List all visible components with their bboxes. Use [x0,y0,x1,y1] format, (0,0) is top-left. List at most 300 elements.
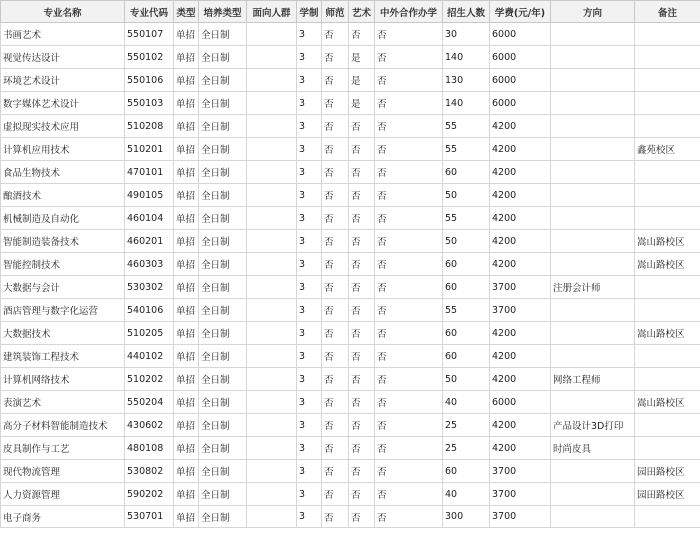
cell-duration: 3 [297,161,322,184]
cell-enrollment: 40 [443,483,490,506]
cell-joint-program: 否 [375,46,443,69]
cell-remark: 园田路校区 [635,483,700,506]
cell-enrollment: 25 [443,414,490,437]
cell-direction: 产品设计3D打印 [551,414,635,437]
cell-type: 单招 [174,437,199,460]
cell-tuition: 4200 [490,207,551,230]
cell-remark [635,207,700,230]
header-art[interactable]: 艺术 [349,1,375,23]
cell-tuition: 4200 [490,253,551,276]
table-row [1,23,700,46]
cell-duration: 3 [297,460,322,483]
cell-normal: 否 [322,207,349,230]
cell-type: 单招 [174,230,199,253]
cell-duration: 3 [297,368,322,391]
cell-normal: 否 [322,230,349,253]
cell-direction [551,322,635,345]
cell-major-code: 460104 [125,207,174,230]
cell-study-mode: 全日制 [199,437,247,460]
cell-normal: 否 [322,322,349,345]
cell-type: 单招 [174,506,199,528]
cell-joint-program: 否 [375,207,443,230]
header-joint-program[interactable]: 中外合作办学 [375,1,443,23]
cell-duration: 3 [297,414,322,437]
cell-major-code: 510202 [125,368,174,391]
cell-tuition: 4200 [490,414,551,437]
cell-duration: 3 [297,23,322,46]
cell-major-code: 530302 [125,276,174,299]
header-target-group[interactable]: 面向人群 [247,1,297,23]
cell-study-mode: 全日制 [199,345,247,368]
cell-type: 单招 [174,368,199,391]
cell-normal: 否 [322,46,349,69]
cell-enrollment: 55 [443,299,490,322]
cell-normal: 否 [322,460,349,483]
cell-tuition: 3700 [490,460,551,483]
cell-normal: 否 [322,345,349,368]
table-row [1,506,700,528]
cell-enrollment: 50 [443,184,490,207]
cell-joint-program: 否 [375,414,443,437]
cell-study-mode: 全日制 [199,276,247,299]
cell-tuition: 3700 [490,506,551,528]
cell-duration: 3 [297,92,322,115]
cell-major-code: 590202 [125,483,174,506]
cell-target-group [247,115,297,138]
cell-major-code: 470101 [125,161,174,184]
cell-tuition: 4200 [490,437,551,460]
cell-enrollment: 55 [443,138,490,161]
table-header [1,1,700,23]
cell-direction: 注册会计师 [551,276,635,299]
cell-normal: 否 [322,391,349,414]
header-major-name[interactable]: 专业名称 [1,1,125,23]
cell-tuition: 4200 [490,161,551,184]
cell-art: 否 [349,253,375,276]
cell-type: 单招 [174,322,199,345]
cell-enrollment: 30 [443,23,490,46]
cell-enrollment: 140 [443,92,490,115]
cell-duration: 3 [297,69,322,92]
cell-direction: 时尚皮具 [551,437,635,460]
cell-remark: 嵩山路校区 [635,322,700,345]
cell-normal: 否 [322,276,349,299]
cell-art: 否 [349,506,375,528]
cell-normal: 否 [322,161,349,184]
cell-study-mode: 全日制 [199,368,247,391]
table-row [1,230,700,253]
cell-remark [635,23,700,46]
cell-major-name: 电子商务 [1,506,125,528]
cell-remark: 嵩山路校区 [635,230,700,253]
cell-type: 单招 [174,391,199,414]
cell-remark: 鑫苑校区 [635,138,700,161]
cell-remark [635,506,700,528]
cell-normal: 否 [322,23,349,46]
cell-study-mode: 全日制 [199,23,247,46]
cell-direction [551,391,635,414]
cell-enrollment: 300 [443,506,490,528]
cell-major-name: 表演艺术 [1,391,125,414]
cell-normal: 否 [322,138,349,161]
cell-type: 单招 [174,276,199,299]
cell-target-group [247,184,297,207]
cell-target-group [247,69,297,92]
cell-major-code: 460201 [125,230,174,253]
cell-direction [551,161,635,184]
cell-joint-program: 否 [375,253,443,276]
header-direction[interactable]: 方向 [551,1,635,23]
cell-study-mode: 全日制 [199,138,247,161]
cell-normal: 否 [322,299,349,322]
cell-art: 否 [349,161,375,184]
cell-tuition: 4200 [490,184,551,207]
cell-duration: 3 [297,391,322,414]
cell-enrollment: 50 [443,230,490,253]
cell-duration: 3 [297,506,322,528]
cell-study-mode: 全日制 [199,115,247,138]
cell-joint-program: 否 [375,506,443,528]
cell-enrollment: 60 [443,322,490,345]
cell-major-name: 现代物流管理 [1,460,125,483]
cell-direction [551,230,635,253]
cell-tuition: 6000 [490,391,551,414]
cell-type: 单招 [174,345,199,368]
cell-target-group [247,391,297,414]
cell-direction [551,483,635,506]
cell-enrollment: 60 [443,460,490,483]
cell-tuition: 4200 [490,138,551,161]
cell-target-group [247,322,297,345]
cell-direction [551,506,635,528]
cell-duration: 3 [297,230,322,253]
cell-major-code: 480108 [125,437,174,460]
table-row [1,115,700,138]
cell-target-group [247,207,297,230]
header-type[interactable]: 类型 [174,1,199,23]
cell-target-group [247,368,297,391]
cell-joint-program: 否 [375,299,443,322]
cell-target-group [247,460,297,483]
cell-enrollment: 130 [443,69,490,92]
cell-joint-program: 否 [375,23,443,46]
header-major-code[interactable]: 专业代码 [125,1,174,23]
cell-tuition: 3700 [490,276,551,299]
cell-major-name: 计算机应用技术 [1,138,125,161]
cell-target-group [247,414,297,437]
cell-remark [635,368,700,391]
cell-art: 否 [349,299,375,322]
cell-study-mode: 全日制 [199,230,247,253]
cell-major-name: 大数据技术 [1,322,125,345]
cell-enrollment: 140 [443,46,490,69]
header-remark[interactable]: 备注 [635,1,700,23]
cell-enrollment: 55 [443,115,490,138]
cell-target-group [247,299,297,322]
header-study-mode[interactable]: 培养类型 [199,1,247,23]
cell-type: 单招 [174,161,199,184]
cell-tuition: 6000 [490,23,551,46]
cell-type: 单招 [174,299,199,322]
cell-major-name: 虚拟现实技术应用 [1,115,125,138]
header-row [1,1,700,23]
table-row [1,414,700,437]
cell-type: 单招 [174,46,199,69]
cell-normal: 否 [322,437,349,460]
cell-major-code: 540106 [125,299,174,322]
cell-major-code: 550102 [125,46,174,69]
table-row [1,368,700,391]
cell-duration: 3 [297,299,322,322]
cell-major-code: 550103 [125,92,174,115]
cell-study-mode: 全日制 [199,184,247,207]
cell-study-mode: 全日制 [199,253,247,276]
cell-major-name: 环境艺术设计 [1,69,125,92]
cell-direction [551,207,635,230]
cell-enrollment: 60 [443,345,490,368]
cell-duration: 3 [297,483,322,506]
cell-major-code: 440102 [125,345,174,368]
cell-duration: 3 [297,207,322,230]
cell-direction [551,23,635,46]
cell-art: 否 [349,322,375,345]
cell-remark [635,414,700,437]
cell-tuition: 4200 [490,322,551,345]
table-row [1,299,700,322]
cell-major-code: 510201 [125,138,174,161]
cell-art: 否 [349,207,375,230]
cell-remark [635,161,700,184]
cell-remark [635,46,700,69]
cell-remark [635,92,700,115]
cell-art: 否 [349,138,375,161]
cell-direction [551,460,635,483]
cell-target-group [247,92,297,115]
cell-duration: 3 [297,437,322,460]
cell-direction [551,46,635,69]
table-row [1,161,700,184]
cell-art: 是 [349,69,375,92]
cell-enrollment: 25 [443,437,490,460]
cell-art: 是 [349,46,375,69]
cell-joint-program: 否 [375,138,443,161]
cell-joint-program: 否 [375,184,443,207]
header-duration[interactable]: 学制 [297,1,322,23]
cell-target-group [247,483,297,506]
cell-tuition: 6000 [490,69,551,92]
cell-study-mode: 全日制 [199,460,247,483]
cell-remark [635,69,700,92]
cell-major-code: 550107 [125,23,174,46]
cell-major-name: 皮具制作与工艺 [1,437,125,460]
cell-major-code: 530802 [125,460,174,483]
cell-duration: 3 [297,345,322,368]
cell-joint-program: 否 [375,483,443,506]
cell-tuition: 4200 [490,368,551,391]
table-row [1,345,700,368]
cell-enrollment: 60 [443,253,490,276]
cell-major-code: 550106 [125,69,174,92]
cell-joint-program: 否 [375,368,443,391]
cell-type: 单招 [174,253,199,276]
cell-major-code: 510208 [125,115,174,138]
cell-remark [635,345,700,368]
cell-major-name: 大数据与会计 [1,276,125,299]
cell-joint-program: 否 [375,391,443,414]
table-body [1,23,700,528]
cell-direction [551,345,635,368]
table-row [1,138,700,161]
cell-art: 否 [349,368,375,391]
cell-art: 否 [349,437,375,460]
cell-remark [635,276,700,299]
cell-duration: 3 [297,322,322,345]
cell-direction [551,92,635,115]
cell-normal: 否 [322,506,349,528]
cell-type: 单招 [174,460,199,483]
cell-study-mode: 全日制 [199,92,247,115]
cell-target-group [247,230,297,253]
cell-remark [635,184,700,207]
cell-major-name: 计算机网络技术 [1,368,125,391]
header-enrollment[interactable]: 招生人数 [443,1,490,23]
cell-type: 单招 [174,207,199,230]
cell-remark [635,115,700,138]
cell-normal: 否 [322,92,349,115]
cell-enrollment: 60 [443,161,490,184]
table-row [1,69,700,92]
cell-study-mode: 全日制 [199,391,247,414]
cell-major-name: 视觉传达设计 [1,46,125,69]
cell-tuition: 3700 [490,483,551,506]
cell-joint-program: 否 [375,161,443,184]
table-row [1,460,700,483]
cell-normal: 否 [322,69,349,92]
cell-enrollment: 55 [443,207,490,230]
table-row [1,253,700,276]
cell-joint-program: 否 [375,92,443,115]
table-row [1,92,700,115]
cell-art: 否 [349,276,375,299]
cell-tuition: 6000 [490,92,551,115]
cell-direction [551,115,635,138]
cell-target-group [247,138,297,161]
cell-art: 是 [349,92,375,115]
cell-type: 单招 [174,184,199,207]
cell-tuition: 3700 [490,299,551,322]
cell-study-mode: 全日制 [199,322,247,345]
cell-major-name: 食品生物技术 [1,161,125,184]
cell-remark: 嵩山路校区 [635,253,700,276]
cell-direction [551,138,635,161]
cell-type: 单招 [174,92,199,115]
cell-target-group [247,506,297,528]
cell-major-name: 酒店管理与数字化运营 [1,299,125,322]
cell-tuition: 4200 [490,230,551,253]
cell-duration: 3 [297,138,322,161]
cell-direction [551,184,635,207]
cell-enrollment: 50 [443,368,490,391]
table-row [1,184,700,207]
cell-art: 否 [349,115,375,138]
cell-duration: 3 [297,253,322,276]
cell-target-group [247,253,297,276]
cell-art: 否 [349,391,375,414]
cell-tuition: 4200 [490,345,551,368]
cell-remark [635,299,700,322]
cell-study-mode: 全日制 [199,483,247,506]
cell-type: 单招 [174,483,199,506]
cell-enrollment: 40 [443,391,490,414]
cell-major-name: 酿酒技术 [1,184,125,207]
cell-major-name: 人力资源管理 [1,483,125,506]
cell-study-mode: 全日制 [199,207,247,230]
cell-direction: 网络工程师 [551,368,635,391]
cell-art: 否 [349,345,375,368]
cell-major-name: 机械制造及自动化 [1,207,125,230]
cell-major-code: 530701 [125,506,174,528]
header-tuition[interactable]: 学费(元/年) [490,1,551,23]
table-row [1,483,700,506]
cell-major-name: 高分子材料智能制造技术 [1,414,125,437]
table-row [1,322,700,345]
cell-major-code: 510205 [125,322,174,345]
cell-normal: 否 [322,368,349,391]
cell-joint-program: 否 [375,69,443,92]
cell-target-group [247,161,297,184]
cell-joint-program: 否 [375,345,443,368]
cell-joint-program: 否 [375,276,443,299]
cell-target-group [247,345,297,368]
header-normal[interactable]: 师范 [322,1,349,23]
cell-art: 否 [349,414,375,437]
cell-target-group [247,276,297,299]
cell-duration: 3 [297,115,322,138]
cell-duration: 3 [297,184,322,207]
cell-type: 单招 [174,138,199,161]
cell-tuition: 4200 [490,115,551,138]
cell-study-mode: 全日制 [199,161,247,184]
cell-duration: 3 [297,46,322,69]
table-row [1,46,700,69]
table-row [1,391,700,414]
cell-major-code: 490105 [125,184,174,207]
cell-normal: 否 [322,253,349,276]
table-row [1,437,700,460]
cell-target-group [247,437,297,460]
cell-study-mode: 全日制 [199,69,247,92]
cell-type: 单招 [174,115,199,138]
cell-study-mode: 全日制 [199,299,247,322]
cell-joint-program: 否 [375,322,443,345]
cell-joint-program: 否 [375,437,443,460]
cell-major-name: 智能制造装备技术 [1,230,125,253]
cell-remark: 嵩山路校区 [635,391,700,414]
cell-normal: 否 [322,483,349,506]
table-row [1,207,700,230]
cell-type: 单招 [174,414,199,437]
cell-major-name: 书画艺术 [1,23,125,46]
table-row [1,276,700,299]
cell-study-mode: 全日制 [199,414,247,437]
cell-study-mode: 全日制 [199,506,247,528]
cell-major-code: 430602 [125,414,174,437]
cell-direction [551,299,635,322]
cell-target-group [247,46,297,69]
cell-joint-program: 否 [375,460,443,483]
cell-art: 否 [349,184,375,207]
cell-joint-program: 否 [375,230,443,253]
